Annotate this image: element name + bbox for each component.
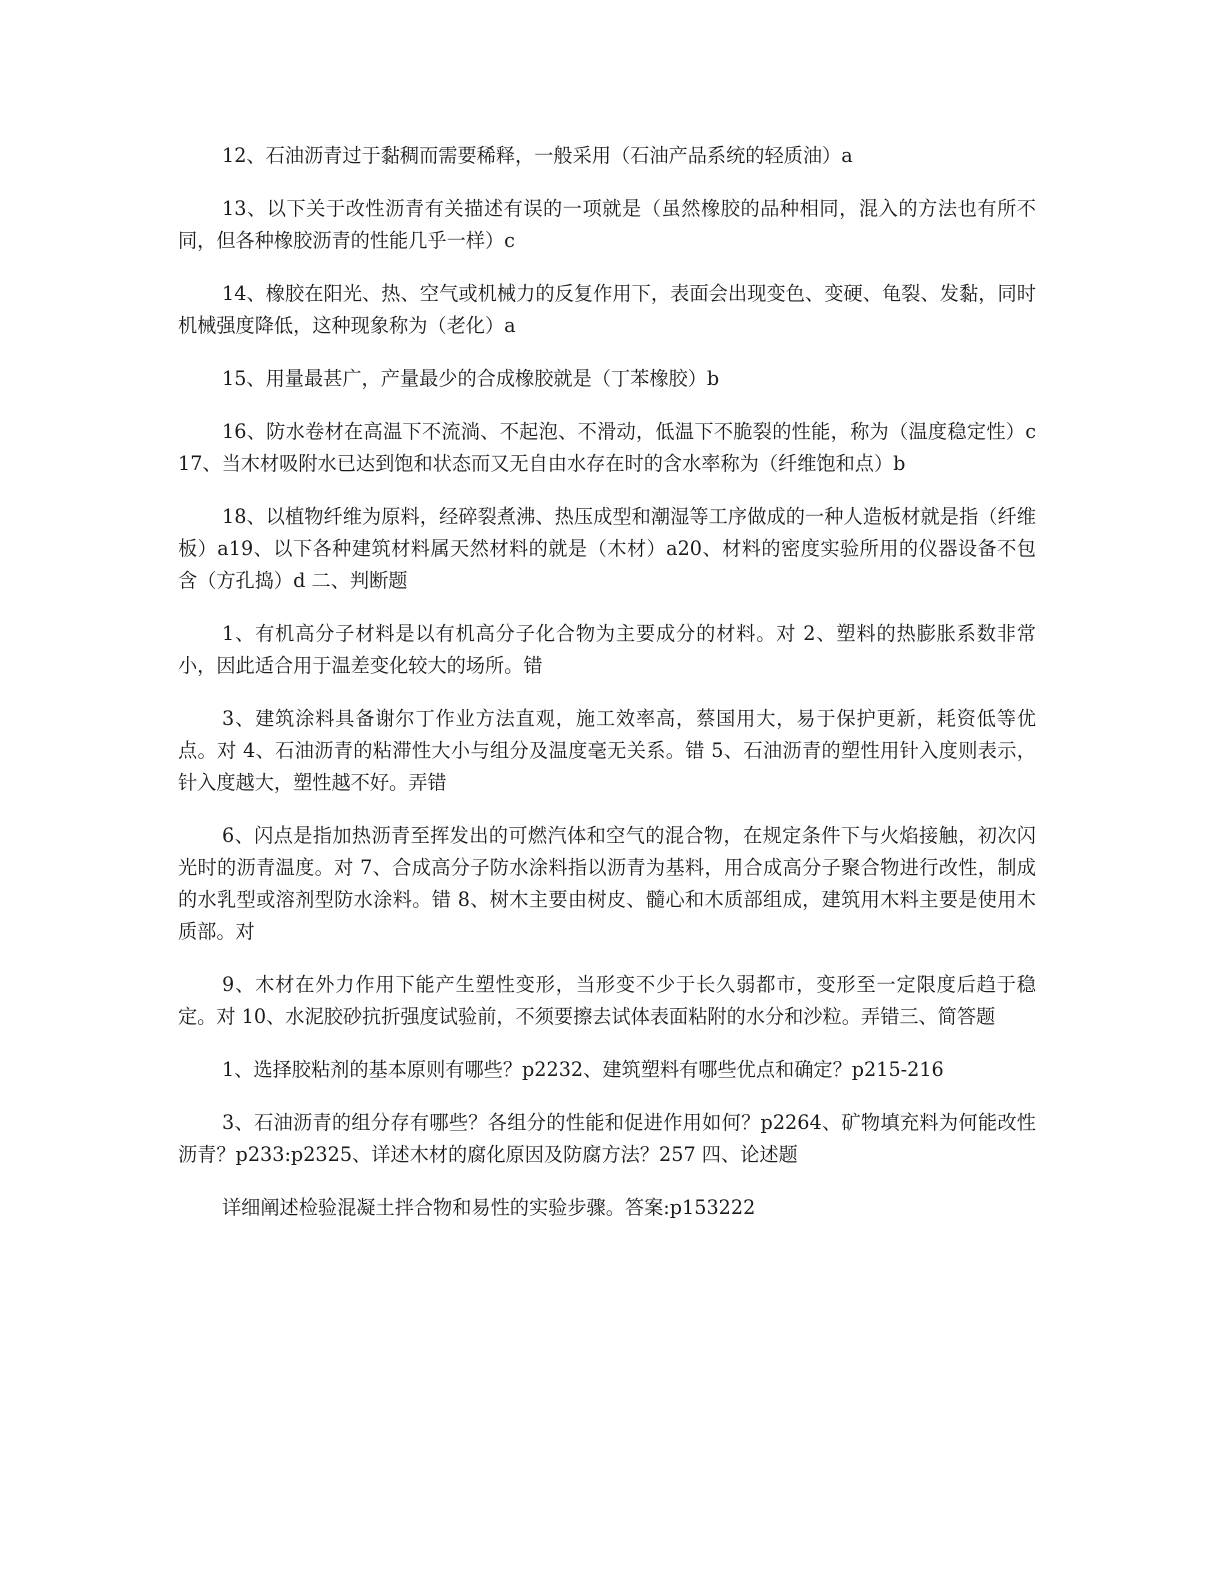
paragraph-q18-q20-section-two: 18、以植物纤维为原料，经碎裂煮沸、热压成型和潮湿等工序做成的一种人造板材就是指（纤维板）a19、以下各种建筑材料属天然材料的就是（木材）a20、材料的密度实验所用的仪器设备不包含（方孔捣）d 二、判断题 (178, 505, 1036, 592)
paragraph-q12: 12、石油沥青过于黏稠而需要稀释，一般采用（石油产品系统的轻质油）a (222, 144, 853, 167)
paragraph-q16-q17: 16、防水卷材在高温下不流淌、不起泡、不滑动，低温下不脆裂的性能，称为（温度稳定性）c17、当木材吸附水已达到饱和状态而又无自由水存在时的含水率称为（纤维饱和点）b (178, 420, 1036, 475)
document-page (178, 140, 1036, 1245)
paragraph-q15: 15、用量最甚广，产量最少的合成橡胶就是（丁苯橡胶）b (222, 367, 720, 390)
paragraph-judgment-6-8: 6、闪点是指加热沥青至挥发出的可燃汽体和空气的混合物，在规定条件下与火焰接触，初次闪光时的沥青温度。对 7、合成高分子防水涂料指以沥青为基料，用合成高分子聚合物进行改性，制成的水乳型或溶剂型防水涂料。错 8、树木主要由树皮、髓心和木质部组成，建筑用木料主要是使用木质部。对 (178, 824, 1036, 943)
paragraph-q14: 14、橡胶在阳光、热、空气或机械力的反复作用下，表面会出现变色、变硬、龟裂、发黏，同时机械强度降低，这种现象称为（老化）a (178, 282, 1036, 337)
paragraph-q13: 13、以下关于改性沥青有关描述有误的一项就是（虽然橡胶的品种相同，混入的方法也有所不同，但各种橡胶沥青的性能几乎一样）c (178, 197, 1036, 252)
paragraph-short-answer-3-5-section-four: 3、石油沥青的组分存有哪些？各组分的性能和促进作用如何？p2264、矿物填充料为何能改性沥青？p233:p2325、详述木材的腐化原因及防腐方法？257 四、论述题 (178, 1111, 1036, 1166)
paragraph-judgment-3-5: 3、建筑涂料具备谢尔丁作业方法直观，施工效率高，蔡国用大，易于保护更新，耗资低等优点。对 4、石油沥青的粘滞性大小与组分及温度毫无关系。错 5、石油沥青的塑性用针入度则表示，针入度越大，塑性越不好。弄错 (178, 707, 1036, 794)
paragraph-judgment-1-2: 1、有机高分子材料是以有机高分子化合物为主要成分的材料。对 2、塑料的热膨胀系数非常小，因此适合用于温差变化较大的场所。错 (178, 622, 1036, 677)
paragraph-essay-question: 详细阐述检验混凝土拌合物和易性的实验步骤。答案:p153222 (222, 1196, 756, 1219)
paragraph-judgment-9-10-section-three: 9、木材在外力作用下能产生塑性变形，当形变不少于长久弱都市，变形至一定限度后趋于稳定。对 10、水泥胶砂抗折强度试验前，不须要擦去试体表面粘附的水分和沙粒。弄错三、简答题 (178, 973, 1036, 1028)
paragraph-short-answer-1-2: 1、选择胶粘剂的基本原则有哪些？p2232、建筑塑料有哪些优点和确定？p215-216 (222, 1058, 944, 1081)
